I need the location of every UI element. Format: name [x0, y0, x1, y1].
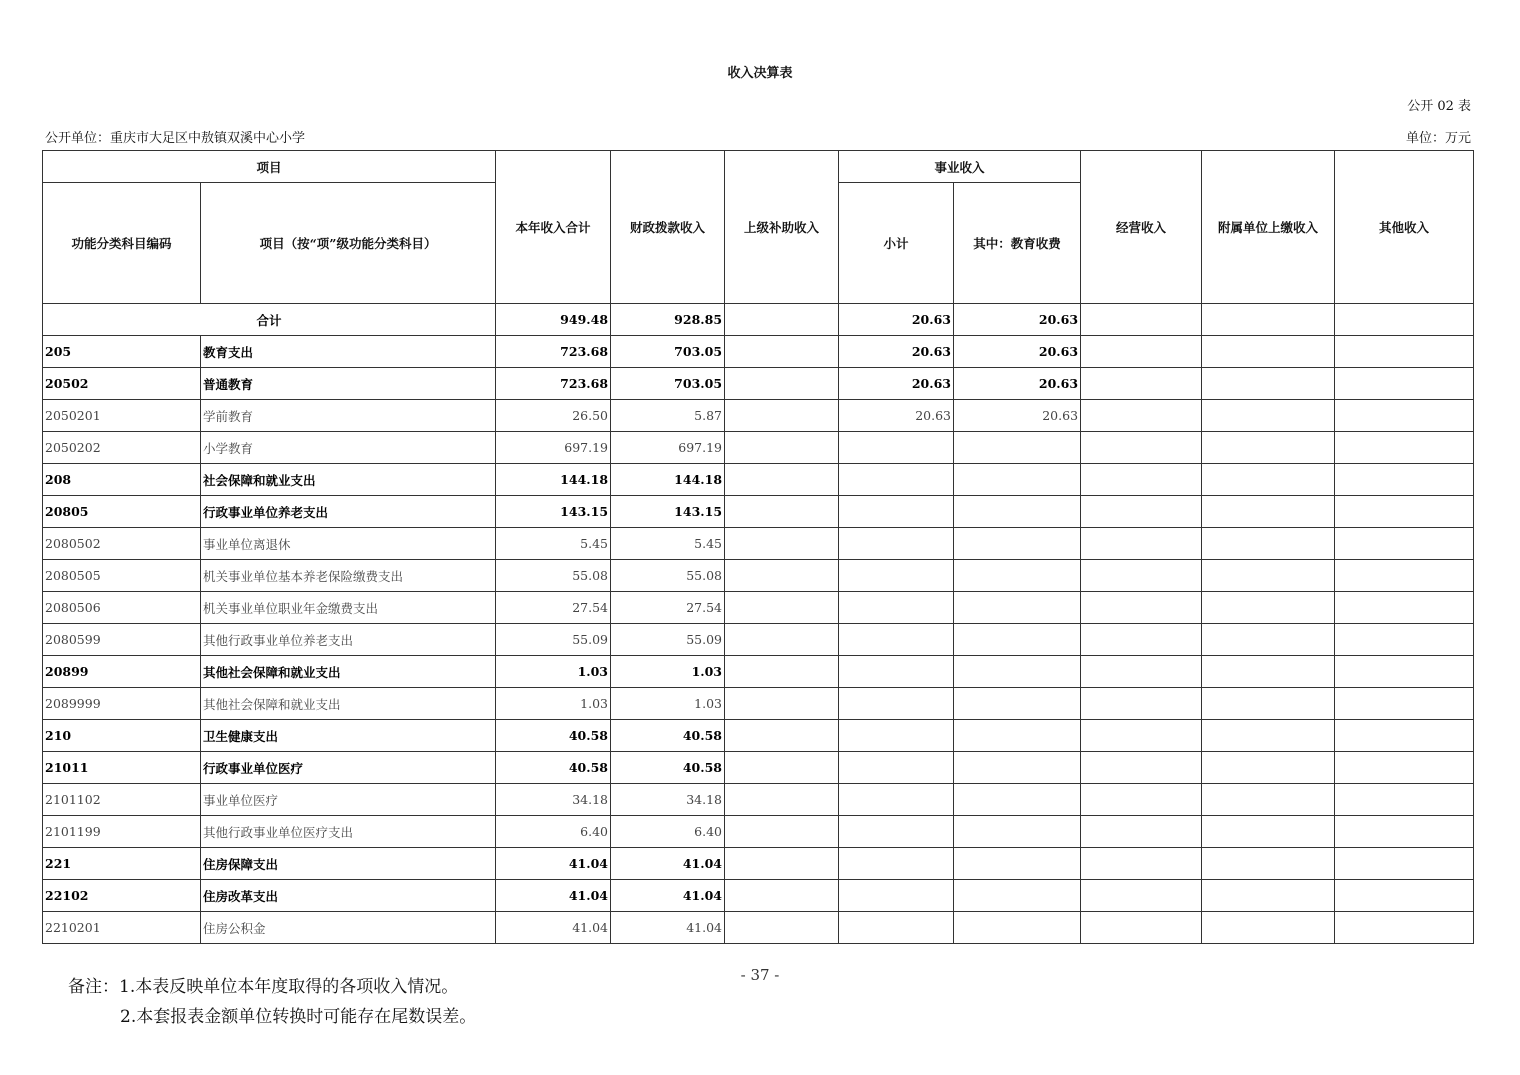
operating-income-header: 经营收入: [1081, 151, 1202, 304]
currency-unit: 单位：万元: [1405, 131, 1471, 146]
education-fees-cell: [954, 688, 1081, 720]
total-income-cell: 41.04: [496, 848, 611, 880]
operating-cell: [1081, 656, 1202, 688]
code-cell: 2080506: [43, 592, 201, 624]
name-cell: 事业单位离退休: [201, 528, 496, 560]
operating-cell: [1081, 880, 1202, 912]
affiliated-cell: [1202, 656, 1335, 688]
table-row: [43, 624, 1474, 656]
subtotal-cell: [839, 880, 954, 912]
superior-cell: [725, 560, 839, 592]
affiliated-cell: [1202, 432, 1335, 464]
subtotal-cell: 20.63: [839, 400, 954, 432]
name-cell: 事业单位医疗: [201, 784, 496, 816]
table-row: [43, 656, 1474, 688]
superior-cell: [725, 816, 839, 848]
superior-cell: [725, 496, 839, 528]
other-cell: [1335, 528, 1474, 560]
fiscal-cell: 27.54: [611, 592, 725, 624]
code-cell: 20502: [43, 368, 201, 400]
table-row: [43, 432, 1474, 464]
superior-cell: [725, 464, 839, 496]
name-cell: 机关事业单位基本养老保险缴费支出: [201, 560, 496, 592]
table-row: [43, 336, 1474, 368]
superior-cell: [725, 848, 839, 880]
code-cell: 20805: [43, 496, 201, 528]
code-cell: 2080599: [43, 624, 201, 656]
education-fees-cell: [954, 464, 1081, 496]
other-cell: [1335, 912, 1474, 944]
other-cell: [1335, 624, 1474, 656]
code-cell: 2050202: [43, 432, 201, 464]
education-fees-cell: [954, 432, 1081, 464]
superior-cell: [725, 400, 839, 432]
total-income-cell: 1.03: [496, 688, 611, 720]
education-fees-cell: [954, 784, 1081, 816]
fiscal-cell: 6.40: [611, 816, 725, 848]
affiliated-cell: [1202, 848, 1335, 880]
code-cell: 221: [43, 848, 201, 880]
total-label: 合计: [43, 304, 496, 336]
education-fees-cell: [954, 720, 1081, 752]
code-cell: 2210201: [43, 912, 201, 944]
page-number: - 37 -: [740, 966, 780, 984]
other-cell: [1335, 688, 1474, 720]
operating-cell: [1081, 752, 1202, 784]
subtotal-cell: [839, 688, 954, 720]
total-income-cell: 723.68: [496, 336, 611, 368]
affiliated-cell: [1202, 688, 1335, 720]
form-number: 公开 02 表: [1407, 99, 1471, 114]
code-cell: 2089999: [43, 688, 201, 720]
education-fees-cell: [954, 528, 1081, 560]
operating-cell: [1081, 304, 1202, 336]
superior-cell: [725, 688, 839, 720]
code-cell: 2101199: [43, 816, 201, 848]
fiscal-cell: 928.85: [611, 304, 725, 336]
fiscal-cell: 41.04: [611, 880, 725, 912]
operating-cell: [1081, 560, 1202, 592]
fiscal-cell: 40.58: [611, 752, 725, 784]
fiscal-cell: 144.18: [611, 464, 725, 496]
education-fees-cell: 20.63: [954, 304, 1081, 336]
note-2: 2.本套报表金额单位转换时可能存在尾数误差。: [120, 1007, 477, 1027]
total-income-cell: 143.15: [496, 496, 611, 528]
fiscal-cell: 41.04: [611, 912, 725, 944]
total-income-cell: 34.18: [496, 784, 611, 816]
subtotal-header: 小计: [839, 183, 954, 304]
operating-cell: [1081, 400, 1202, 432]
subtotal-cell: [839, 496, 954, 528]
subtotal-cell: [839, 528, 954, 560]
operating-cell: [1081, 496, 1202, 528]
superior-cell: [725, 336, 839, 368]
name-cell: 行政事业单位养老支出: [201, 496, 496, 528]
subtotal-cell: [839, 656, 954, 688]
fiscal-cell: 1.03: [611, 656, 725, 688]
education-fees-cell: [954, 912, 1081, 944]
affiliated-cell: [1202, 624, 1335, 656]
table-row: [43, 688, 1474, 720]
superior-cell: [725, 624, 839, 656]
operating-cell: [1081, 720, 1202, 752]
education-fees-cell: [954, 880, 1081, 912]
education-fees-cell: [954, 656, 1081, 688]
name-cell: 卫生健康支出: [201, 720, 496, 752]
name-cell: 小学教育: [201, 432, 496, 464]
subtotal-cell: [839, 752, 954, 784]
subtotal-cell: 20.63: [839, 304, 954, 336]
fiscal-cell: 55.09: [611, 624, 725, 656]
subtotal-cell: [839, 464, 954, 496]
other-cell: [1335, 304, 1474, 336]
affiliated-cell: [1202, 400, 1335, 432]
total-income-cell: 6.40: [496, 816, 611, 848]
code-cell: 2050201: [43, 400, 201, 432]
name-cell: 行政事业单位医疗: [201, 752, 496, 784]
other-cell: [1335, 400, 1474, 432]
total-income-header: 本年收入合计: [496, 151, 611, 304]
operating-cell: [1081, 528, 1202, 560]
total-income-cell: 26.50: [496, 400, 611, 432]
total-income-cell: 55.08: [496, 560, 611, 592]
education-fees-cell: 20.63: [954, 368, 1081, 400]
fiscal-cell: 34.18: [611, 784, 725, 816]
table-row: [43, 848, 1474, 880]
affiliated-cell: [1202, 752, 1335, 784]
affiliated-cell: [1202, 560, 1335, 592]
superior-cell: [725, 528, 839, 560]
other-cell: [1335, 368, 1474, 400]
code-cell: 205: [43, 336, 201, 368]
affiliated-cell: [1202, 528, 1335, 560]
table-row: [43, 528, 1474, 560]
education-fees-cell: [954, 560, 1081, 592]
operating-cell: [1081, 688, 1202, 720]
subtotal-cell: [839, 912, 954, 944]
other-cell: [1335, 464, 1474, 496]
operating-cell: [1081, 784, 1202, 816]
name-cell: 机关事业单位职业年金缴费支出: [201, 592, 496, 624]
subtotal-cell: [839, 560, 954, 592]
operating-cell: [1081, 624, 1202, 656]
fiscal-cell: 703.05: [611, 336, 725, 368]
affiliated-cell: [1202, 368, 1335, 400]
fiscal-cell: 703.05: [611, 368, 725, 400]
superior-cell: [725, 752, 839, 784]
subtotal-cell: [839, 720, 954, 752]
name-cell: 教育支出: [201, 336, 496, 368]
code-cell: 210: [43, 720, 201, 752]
other-cell: [1335, 816, 1474, 848]
affiliated-cell: [1202, 592, 1335, 624]
affiliated-cell: [1202, 304, 1335, 336]
total-income-cell: 1.03: [496, 656, 611, 688]
operating-cell: [1081, 368, 1202, 400]
affiliated-cell: [1202, 912, 1335, 944]
total-income-cell: 949.48: [496, 304, 611, 336]
subtotal-cell: 20.63: [839, 336, 954, 368]
other-cell: [1335, 848, 1474, 880]
education-fees-cell: 20.63: [954, 336, 1081, 368]
total-income-cell: 40.58: [496, 720, 611, 752]
superior-subsidy-header: 上级补助收入: [725, 151, 839, 304]
table-row: [43, 496, 1474, 528]
operating-cell: [1081, 592, 1202, 624]
fiscal-cell: 1.03: [611, 688, 725, 720]
operating-cell: [1081, 816, 1202, 848]
notes: [68, 972, 476, 1032]
name-cell: 住房改革支出: [201, 880, 496, 912]
total-income-cell: 697.19: [496, 432, 611, 464]
fiscal-cell: 697.19: [611, 432, 725, 464]
affiliated-cell: [1202, 496, 1335, 528]
superior-cell: [725, 368, 839, 400]
name-cell: 社会保障和就业支出: [201, 464, 496, 496]
education-fees-header: 其中：教育收费: [954, 183, 1081, 304]
total-income-cell: 55.09: [496, 624, 611, 656]
affiliated-cell: [1202, 784, 1335, 816]
fiscal-cell: 5.45: [611, 528, 725, 560]
subtotal-cell: [839, 592, 954, 624]
table-row: [43, 720, 1474, 752]
other-cell: [1335, 592, 1474, 624]
total-income-cell: 144.18: [496, 464, 611, 496]
item-group-header: 项目: [43, 151, 496, 183]
subtotal-cell: [839, 624, 954, 656]
other-cell: [1335, 496, 1474, 528]
other-cell: [1335, 560, 1474, 592]
code-cell: 21011: [43, 752, 201, 784]
subtotal-cell: [839, 848, 954, 880]
subtotal-cell: 20.63: [839, 368, 954, 400]
note-1: 备注：1.本表反映单位本年度取得的各项收入情况。: [68, 977, 459, 997]
fiscal-cell: 5.87: [611, 400, 725, 432]
code-cell: 208: [43, 464, 201, 496]
fiscal-cell: 55.08: [611, 560, 725, 592]
name-cell: 其他行政事业单位养老支出: [201, 624, 496, 656]
code-cell: 20899: [43, 656, 201, 688]
other-cell: [1335, 720, 1474, 752]
income-table: [42, 150, 1474, 944]
affiliated-cell: [1202, 336, 1335, 368]
name-cell: 住房保障支出: [201, 848, 496, 880]
operating-cell: [1081, 912, 1202, 944]
subtotal-cell: [839, 816, 954, 848]
education-fees-cell: [954, 624, 1081, 656]
total-income-cell: 41.04: [496, 912, 611, 944]
education-fees-cell: [954, 816, 1081, 848]
other-cell: [1335, 784, 1474, 816]
item-name-header: 项目（按“项”级功能分类科目）: [201, 183, 496, 304]
table-row: [43, 464, 1474, 496]
name-cell: 学前教育: [201, 400, 496, 432]
code-cell: 2080502: [43, 528, 201, 560]
table-row: [43, 784, 1474, 816]
education-fees-cell: [954, 496, 1081, 528]
operating-cell: [1081, 336, 1202, 368]
superior-cell: [725, 784, 839, 816]
subtotal-cell: [839, 432, 954, 464]
superior-cell: [725, 656, 839, 688]
superior-cell: [725, 880, 839, 912]
total-income-cell: 723.68: [496, 368, 611, 400]
name-cell: 住房公积金: [201, 912, 496, 944]
report-title: 收入决算表: [727, 66, 793, 81]
name-cell: 其他社会保障和就业支出: [201, 656, 496, 688]
education-fees-cell: [954, 752, 1081, 784]
code-cell: 2080505: [43, 560, 201, 592]
total-income-cell: 27.54: [496, 592, 611, 624]
other-income-header: 其他收入: [1335, 151, 1474, 304]
other-cell: [1335, 432, 1474, 464]
operating-cell: [1081, 432, 1202, 464]
operating-cell: [1081, 848, 1202, 880]
table-row: [43, 400, 1474, 432]
code-cell: 22102: [43, 880, 201, 912]
other-cell: [1335, 336, 1474, 368]
business-income-group-header: 事业收入: [839, 151, 1081, 183]
name-cell: 其他行政事业单位医疗支出: [201, 816, 496, 848]
operating-cell: [1081, 464, 1202, 496]
education-fees-cell: 20.63: [954, 400, 1081, 432]
superior-cell: [725, 304, 839, 336]
education-fees-cell: [954, 848, 1081, 880]
reporting-unit: 公开单位：重庆市大足区中敖镇双溪中心小学: [45, 131, 306, 146]
affiliated-cell: [1202, 720, 1335, 752]
table-row: [43, 880, 1474, 912]
fiscal-appropriation-header: 财政拨款收入: [611, 151, 725, 304]
total-income-cell: 40.58: [496, 752, 611, 784]
name-cell: 其他社会保障和就业支出: [201, 688, 496, 720]
total-income-cell: 5.45: [496, 528, 611, 560]
fiscal-cell: 41.04: [611, 848, 725, 880]
table-row: [43, 752, 1474, 784]
other-cell: [1335, 880, 1474, 912]
subtotal-cell: [839, 784, 954, 816]
affiliated-unit-header: 附属单位上缴收入: [1202, 151, 1335, 304]
fiscal-cell: 40.58: [611, 720, 725, 752]
fiscal-cell: 143.15: [611, 496, 725, 528]
table-row: [43, 592, 1474, 624]
code-cell: 2101102: [43, 784, 201, 816]
affiliated-cell: [1202, 816, 1335, 848]
superior-cell: [725, 592, 839, 624]
superior-cell: [725, 432, 839, 464]
table-row: [43, 816, 1474, 848]
table-row: [43, 912, 1474, 944]
superior-cell: [725, 720, 839, 752]
other-cell: [1335, 752, 1474, 784]
function-code-header: 功能分类科目编码: [43, 183, 201, 304]
education-fees-cell: [954, 592, 1081, 624]
total-row: [43, 304, 1474, 336]
table-row: [43, 560, 1474, 592]
superior-cell: [725, 912, 839, 944]
other-cell: [1335, 656, 1474, 688]
affiliated-cell: [1202, 464, 1335, 496]
name-cell: 普通教育: [201, 368, 496, 400]
total-income-cell: 41.04: [496, 880, 611, 912]
affiliated-cell: [1202, 880, 1335, 912]
table-row: [43, 368, 1474, 400]
